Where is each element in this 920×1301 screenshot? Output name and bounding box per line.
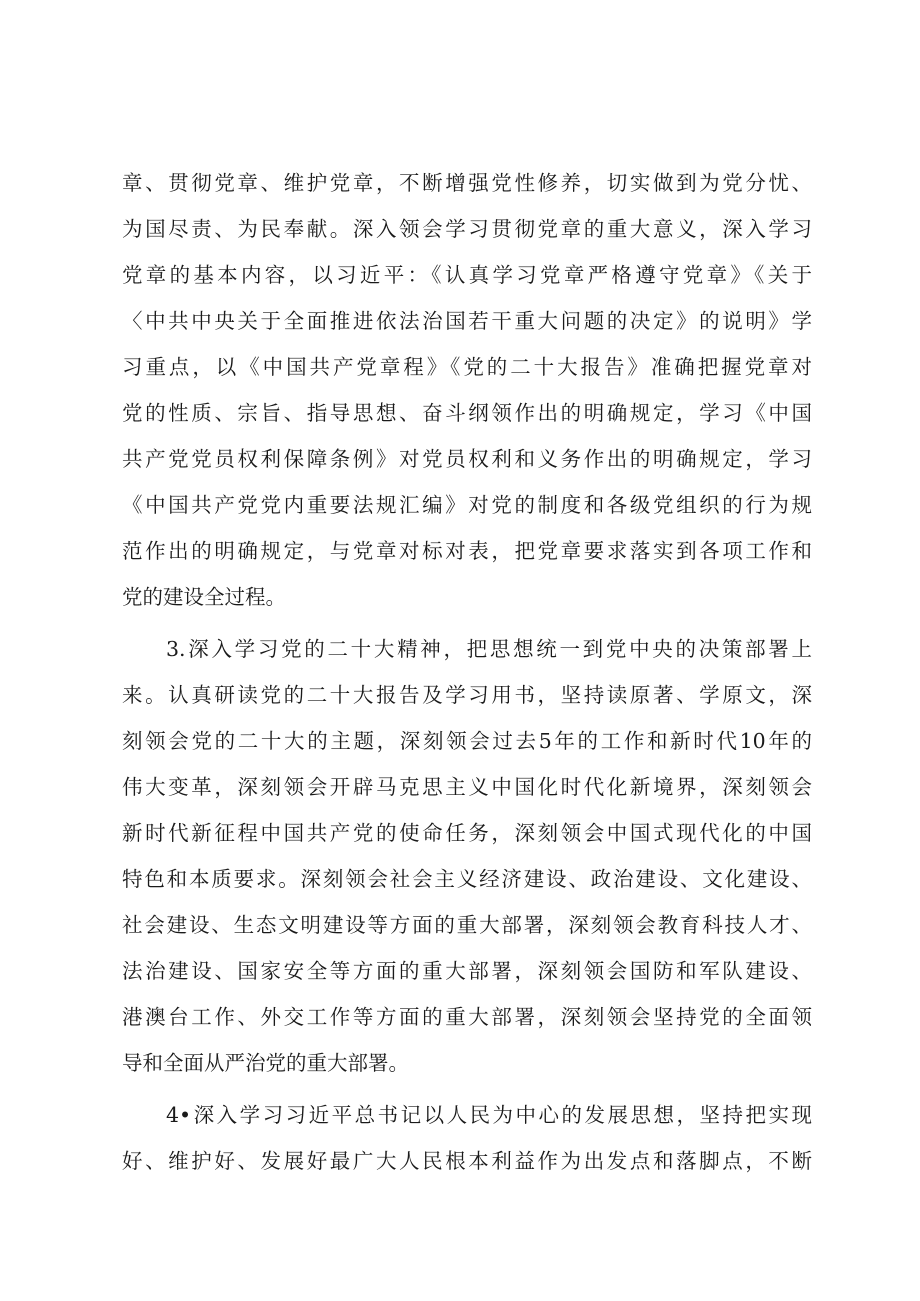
text-line: 港澳台工作、外交工作等方面的重大部署，深刻领会坚持党的全面领 bbox=[122, 1005, 812, 1029]
text-line: 伟大变革，深刻领会开辟马克思主义中国化时代化新境界，深刻领会 bbox=[122, 775, 812, 799]
text-line: 法治建设、国家安全等方面的重大部署，深刻领会国防和军队建设、 bbox=[122, 959, 812, 983]
text-line: 为国尽责、为民奉献。深入领会学习贯彻党章的重大意义，深入学习 bbox=[122, 217, 812, 241]
text-line: 来。认真研读党的二十大报告及学习用书，坚持读原著、学原文，深 bbox=[122, 683, 812, 707]
text-line: 范作出的明确规定，与党章对标对表，把党章要求落实到各项工作和 bbox=[122, 539, 812, 563]
text-line: 特色和本质要求。深刻领会社会主义经济建设、政治建设、文化建设、 bbox=[122, 867, 812, 891]
text-line: 习重点，以《中国共产党章程》《党的二十大报告》准确把握党章对 bbox=[122, 355, 812, 379]
text-line: 社会建设、生态文明建设等方面的重大部署，深刻领会教育科技人才、 bbox=[122, 913, 812, 937]
text-line: 新时代新征程中国共产党的使命任务，深刻领会中国式现代化的中国 bbox=[122, 821, 812, 845]
text-line: 刻领会党的二十大的主题，深刻领会过去5年的工作和新时代10年的 bbox=[122, 729, 812, 753]
text-line: 《中国共产党党内重要法规汇编》对党的制度和各级党组织的行为规 bbox=[122, 493, 812, 517]
text-line: 党的建设全过程。 bbox=[122, 585, 286, 609]
text-line: 导和全面从严治党的重大部署。 bbox=[122, 1051, 409, 1075]
paragraph-item-3 bbox=[122, 626, 812, 1086]
text-line: 4•深入学习习近平总书记以人民为中心的发展思想，坚持把实现 bbox=[166, 1103, 812, 1127]
paragraph-party-constitution bbox=[122, 160, 812, 620]
text-line: 章、贯彻党章、维护党章，不断增强党性修养，切实做到为党分忧、 bbox=[122, 171, 812, 195]
text-line: 好、维护好、发展好最广大人民根本利益作为出发点和落脚点，不断 bbox=[122, 1149, 812, 1173]
text-line: 3.深入学习党的二十大精神，把思想统一到党中央的决策部署上 bbox=[166, 637, 812, 661]
text-line: 党章的基本内容，以习近平：《认真学习党章严格遵守党章》《关于 bbox=[122, 263, 812, 287]
text-line: 共产党党员权利保障条例》对党员权利和义务作出的明确规定，学习 bbox=[122, 447, 812, 471]
text-line: 〈中共中央关于全面推进依法治国若干重大问题的决定》的说明》学 bbox=[122, 309, 812, 333]
text-line: 党的性质、宗旨、指导思想、奋斗纲领作出的明确规定，学习《中国 bbox=[122, 401, 812, 425]
paragraph-item-4 bbox=[122, 1092, 812, 1184]
document-body bbox=[122, 160, 812, 1184]
